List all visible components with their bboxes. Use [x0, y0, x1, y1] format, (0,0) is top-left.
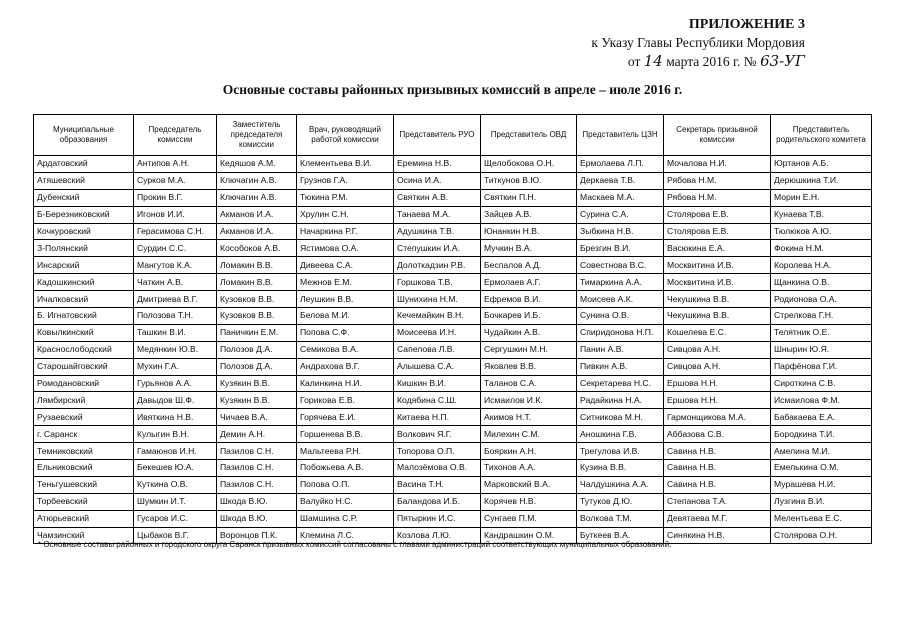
- cell-ruo-rep: Волкович Я.Г.: [394, 426, 481, 443]
- cell-municipality: Торбеевский: [34, 493, 134, 510]
- cell-secretary: Синякина Н.В.: [664, 527, 771, 544]
- table-row: [34, 223, 872, 240]
- cell-secretary: Рябова Н.М.: [664, 172, 771, 189]
- cell-chairman: Чаткин А.В.: [134, 274, 217, 291]
- cell-ruo-rep: Танаева М.А.: [394, 206, 481, 223]
- cell-czn-rep: Тутуков Д.Ю.: [577, 493, 664, 510]
- cell-secretary: Чекушкина В.В.: [664, 308, 771, 325]
- cell-czn-rep: Деркаева Т.В.: [577, 172, 664, 189]
- table-row: [34, 274, 872, 291]
- header-chairman: Председатель комиссии: [134, 115, 217, 156]
- table-row: [34, 189, 872, 206]
- cell-deputy-chairman: Шкода В.Ю.: [217, 493, 297, 510]
- cell-doctor: Клемина Л.С.: [297, 527, 394, 544]
- cell-ovd-rep: Титкунов В.Ю.: [481, 172, 577, 189]
- cell-chairman: Ивяткина Н.В.: [134, 409, 217, 426]
- cell-chairman: Прокин В.Г.: [134, 189, 217, 206]
- cell-secretary: Ершова Н.Н.: [664, 392, 771, 409]
- cell-doctor: Дивеева С.А.: [297, 257, 394, 274]
- cell-doctor: Семикова В.А.: [297, 341, 394, 358]
- cell-chairman: Кулыгин В.Н.: [134, 426, 217, 443]
- cell-chairman: Ташкин В.И.: [134, 324, 217, 341]
- header-doctor: Врач, руководящий работой комиссии: [297, 115, 394, 156]
- cell-czn-rep: Секретарева Н.С.: [577, 375, 664, 392]
- table-row: [34, 240, 872, 257]
- cell-czn-rep: Панин А.В.: [577, 341, 664, 358]
- table-row: [34, 375, 872, 392]
- cell-ruo-rep: Топорова О.П.: [394, 443, 481, 460]
- appendix-date-line: [628, 52, 805, 71]
- cell-ovd-rep: Сергушкин М.Н.: [481, 341, 577, 358]
- cell-parent-rep: Шнырин Ю.Я.: [771, 341, 872, 358]
- cell-ruo-rep: Баландова И.Б.: [394, 493, 481, 510]
- table-row: [34, 358, 872, 375]
- cell-doctor: Горикова Е.В.: [297, 392, 394, 409]
- cell-deputy-chairman: Акманов И.А.: [217, 223, 297, 240]
- cell-chairman: Гамаюнов И.Н.: [134, 443, 217, 460]
- cell-secretary: Девятаева М.Г.: [664, 510, 771, 527]
- cell-deputy-chairman: Воронцов П.К.: [217, 527, 297, 544]
- cell-ruo-rep: Китаева Н.П.: [394, 409, 481, 426]
- cell-deputy-chairman: Демин А.Н.: [217, 426, 297, 443]
- table-header-row: [34, 115, 872, 156]
- cell-ruo-rep: Осина И.А.: [394, 172, 481, 189]
- cell-ovd-rep: Мучкин В.А.: [481, 240, 577, 257]
- cell-doctor: Калинкина Н.И.: [297, 375, 394, 392]
- cell-ruo-rep: Алышева С.А.: [394, 358, 481, 375]
- cell-chairman: Гусаров И.С.: [134, 510, 217, 527]
- cell-parent-rep: Стрелкова Г.Н.: [771, 308, 872, 325]
- cell-doctor: Попова С.Ф.: [297, 324, 394, 341]
- cell-municipality: Лямбирский: [34, 392, 134, 409]
- cell-ovd-rep: Бояркин А.Н.: [481, 443, 577, 460]
- cell-ovd-rep: Сунгаев П.М.: [481, 510, 577, 527]
- cell-czn-rep: Аношкина Г.В.: [577, 426, 664, 443]
- cell-parent-rep: Мурашева Н.И.: [771, 476, 872, 493]
- cell-czn-rep: Маскаев М.А.: [577, 189, 664, 206]
- cell-municipality: Дубенский: [34, 189, 134, 206]
- cell-parent-rep: Мелентьева Е.С.: [771, 510, 872, 527]
- cell-secretary: Москвитина И.В.: [664, 257, 771, 274]
- cell-chairman: Куткина О.В.: [134, 476, 217, 493]
- cell-czn-rep: Трегулова И.В.: [577, 443, 664, 460]
- cell-chairman: Давыдов Ш.Ф.: [134, 392, 217, 409]
- cell-doctor: Андрахова В.Г.: [297, 358, 394, 375]
- cell-municipality: Ельниковский: [34, 460, 134, 477]
- header-deputy-chairman: Заместитель председателя комиссии: [217, 115, 297, 156]
- cell-parent-rep: Бабакаева Е.А.: [771, 409, 872, 426]
- cell-municipality: Ардатовский: [34, 156, 134, 173]
- date-rest: марта 2016 г. №: [666, 54, 757, 69]
- cell-parent-rep: Парфёнова Г.И.: [771, 358, 872, 375]
- cell-doctor: Леушкин В.В.: [297, 291, 394, 308]
- table-row: [34, 206, 872, 223]
- table-row: [34, 172, 872, 189]
- cell-czn-rep: Сурина С.А.: [577, 206, 664, 223]
- table-row: [34, 308, 872, 325]
- cell-municipality: Краснослободский: [34, 341, 134, 358]
- cell-parent-rep: Бородкина Т.И.: [771, 426, 872, 443]
- cell-czn-rep: Ситникова М.Н.: [577, 409, 664, 426]
- cell-parent-rep: Родионова О.А.: [771, 291, 872, 308]
- header-czn-rep: Представитель ЦЗН: [577, 115, 664, 156]
- cell-ovd-rep: Марковский В.А.: [481, 476, 577, 493]
- date-day-handwritten: 14: [643, 52, 663, 70]
- cell-ovd-rep: Чудайкин А.В.: [481, 324, 577, 341]
- cell-ruo-rep: Пятыркин И.С.: [394, 510, 481, 527]
- cell-doctor: Начаркина Р.Г.: [297, 223, 394, 240]
- decree-number-handwritten: 63-УГ: [760, 52, 805, 70]
- cell-deputy-chairman: Пазилов С.Н.: [217, 443, 297, 460]
- cell-czn-rep: Совестнова В.С.: [577, 257, 664, 274]
- appendix-header: [405, 16, 805, 71]
- cell-czn-rep: Тимаркина А.А.: [577, 274, 664, 291]
- cell-deputy-chairman: Кузовков В.В.: [217, 291, 297, 308]
- cell-parent-rep: Телятник О.Е.: [771, 324, 872, 341]
- cell-ruo-rep: Святкин А.В.: [394, 189, 481, 206]
- date-prefix: от: [627, 54, 641, 69]
- cell-ovd-rep: Тихонов А.А.: [481, 460, 577, 477]
- cell-deputy-chairman: Кузякин В.В.: [217, 375, 297, 392]
- cell-chairman: Шумкин И.Т.: [134, 493, 217, 510]
- cell-secretary: Москвитина И.В.: [664, 274, 771, 291]
- cell-secretary: Савина Н.В.: [664, 443, 771, 460]
- cell-ruo-rep: Адушкина Т.В.: [394, 223, 481, 240]
- cell-deputy-chairman: Кедяшов А.М.: [217, 156, 297, 173]
- table-body: [34, 156, 872, 544]
- cell-deputy-chairman: Шкода В.Ю.: [217, 510, 297, 527]
- cell-chairman: Сурдин С.С.: [134, 240, 217, 257]
- cell-ovd-rep: Святкин П.Н.: [481, 189, 577, 206]
- cell-ovd-rep: Яковлев В.В.: [481, 358, 577, 375]
- cell-secretary: Столярова Е.В.: [664, 206, 771, 223]
- table-row: [34, 443, 872, 460]
- cell-deputy-chairman: Кузякин В.В.: [217, 392, 297, 409]
- cell-municipality: Б. Игнатовский: [34, 308, 134, 325]
- cell-doctor: Горшенева В.В.: [297, 426, 394, 443]
- cell-parent-rep: Сироткина С.В.: [771, 375, 872, 392]
- table-row: [34, 341, 872, 358]
- cell-ovd-rep: Щелобокова О.Н.: [481, 156, 577, 173]
- table-row: [34, 493, 872, 510]
- document-title: Основные составы районных призывных комиссий в апреле – июле 2016 г.: [222, 82, 683, 97]
- cell-deputy-chairman: Акманов И.А.: [217, 206, 297, 223]
- cell-ruo-rep: Малозёмова О.В.: [394, 460, 481, 477]
- cell-czn-rep: Пивкин А.В.: [577, 358, 664, 375]
- cell-doctor: Хрулин С.Н.: [297, 206, 394, 223]
- table-row: [34, 476, 872, 493]
- cell-ovd-rep: Ермолаев А.Г.: [481, 274, 577, 291]
- cell-chairman: Дмитриева В.Г.: [134, 291, 217, 308]
- cell-ovd-rep: Кандрашкин О.М.: [481, 527, 577, 544]
- cell-municipality: Ковылкинский: [34, 324, 134, 341]
- cell-chairman: Цыбаков В.Г.: [134, 527, 217, 544]
- cell-doctor: Шамшина С.Р.: [297, 510, 394, 527]
- table-row: [34, 510, 872, 527]
- cell-doctor: Попова О.П.: [297, 476, 394, 493]
- cell-czn-rep: Моисеев А.К.: [577, 291, 664, 308]
- cell-parent-rep: Амелина М.И.: [771, 443, 872, 460]
- cell-ovd-rep: Зайцев А.В.: [481, 206, 577, 223]
- cell-czn-rep: Спиридонова Н.П.: [577, 324, 664, 341]
- cell-parent-rep: Юртанов А.Б.: [771, 156, 872, 173]
- cell-ovd-rep: Ефремов В.И.: [481, 291, 577, 308]
- cell-deputy-chairman: Ломакин В.В.: [217, 257, 297, 274]
- cell-deputy-chairman: Полозов Д.А.: [217, 358, 297, 375]
- cell-secretary: Мочалова Н.И.: [664, 156, 771, 173]
- cell-secretary: Гармонщикова М.А.: [664, 409, 771, 426]
- cell-municipality: Ичалковский: [34, 291, 134, 308]
- cell-municipality: З-Полянский: [34, 240, 134, 257]
- cell-ovd-rep: Милехин С.М.: [481, 426, 577, 443]
- cell-secretary: Сивцова А.Н.: [664, 358, 771, 375]
- cell-doctor: Межнов Е.М.: [297, 274, 394, 291]
- table-row: [34, 324, 872, 341]
- cell-czn-rep: Кузина В.В.: [577, 460, 664, 477]
- cell-chairman: Мухин Г.А.: [134, 358, 217, 375]
- cell-secretary: Савина Н.В.: [664, 460, 771, 477]
- table-row: [34, 291, 872, 308]
- cell-deputy-chairman: Полозов Д.А.: [217, 341, 297, 358]
- cell-secretary: Сивцова А.Н.: [664, 341, 771, 358]
- cell-doctor: Тюкина Р.М.: [297, 189, 394, 206]
- cell-deputy-chairman: Паничкин Е.М.: [217, 324, 297, 341]
- table-row: [34, 460, 872, 477]
- cell-chairman: Антипов А.Н.: [134, 156, 217, 173]
- cell-ruo-rep: Горшкова Т.В.: [394, 274, 481, 291]
- cell-deputy-chairman: Ключагин А.В.: [217, 172, 297, 189]
- header-parent-rep: Представитель родительского комитета: [771, 115, 872, 156]
- header-municipality: Муниципальные образования: [34, 115, 134, 156]
- cell-municipality: Атяшевский: [34, 172, 134, 189]
- cell-deputy-chairman: Ключагин А.В.: [217, 189, 297, 206]
- cell-parent-rep: Лузгина В.И.: [771, 493, 872, 510]
- cell-parent-rep: Дерюшкина Т.И.: [771, 172, 872, 189]
- cell-secretary: Рябова Н.М.: [664, 189, 771, 206]
- cell-ovd-rep: Беспалов А.Д.: [481, 257, 577, 274]
- cell-municipality: Инсарский: [34, 257, 134, 274]
- cell-secretary: Кошелева Е.С.: [664, 324, 771, 341]
- commissions-table: [33, 114, 872, 544]
- cell-chairman: Полозова Т.Н.: [134, 308, 217, 325]
- cell-doctor: Грузнов Г.А.: [297, 172, 394, 189]
- cell-ovd-rep: Исмаилов И.К.: [481, 392, 577, 409]
- cell-deputy-chairman: Кузовков В.В.: [217, 308, 297, 325]
- table-row: [34, 426, 872, 443]
- cell-municipality: Теньгушевский: [34, 476, 134, 493]
- cell-czn-rep: Радайкина Н.А.: [577, 392, 664, 409]
- cell-ovd-rep: Юнанкин Н.В.: [481, 223, 577, 240]
- header-ovd-rep: Представитель ОВД: [481, 115, 577, 156]
- cell-municipality: Б-Березниковский: [34, 206, 134, 223]
- cell-municipality: Атюрьевский: [34, 510, 134, 527]
- cell-ovd-rep: Корячев Н.В.: [481, 493, 577, 510]
- cell-ruo-rep: Сапелова Л.В.: [394, 341, 481, 358]
- cell-czn-rep: Брезгин В.И.: [577, 240, 664, 257]
- cell-secretary: Савина Н.В.: [664, 476, 771, 493]
- cell-parent-rep: Королева Н.А.: [771, 257, 872, 274]
- cell-czn-rep: Зыбкина Н.В.: [577, 223, 664, 240]
- cell-parent-rep: Исмаилова Ф.М.: [771, 392, 872, 409]
- cell-secretary: Столярова Е.В.: [664, 223, 771, 240]
- cell-deputy-chairman: Пазилов С.Н.: [217, 460, 297, 477]
- footnote: * Основные составы районных и городского округа Саранск призывных комиссий согласованы с главами администраций соответствующих муниципальных образований.: [38, 540, 672, 549]
- cell-chairman: Медянкин Ю.В.: [134, 341, 217, 358]
- cell-ovd-rep: Таланов С.А.: [481, 375, 577, 392]
- cell-parent-rep: Столярова О.Н.: [771, 527, 872, 544]
- cell-parent-rep: Кунаева Т.В.: [771, 206, 872, 223]
- cell-parent-rep: Тюлюков А.Ю.: [771, 223, 872, 240]
- table-row: [34, 156, 872, 173]
- appendix-decree-reference: к Указу Главы Республики Мордовия: [591, 35, 805, 50]
- cell-czn-rep: Чалдушкина А.А.: [577, 476, 664, 493]
- cell-secretary: Степанова Т.А.: [664, 493, 771, 510]
- cell-municipality: Чамзинский: [34, 527, 134, 544]
- cell-municipality: Старошайговский: [34, 358, 134, 375]
- cell-parent-rep: Щанкина О.В.: [771, 274, 872, 291]
- cell-parent-rep: Емелькина О.М.: [771, 460, 872, 477]
- cell-doctor: Мальтеева Р.Н.: [297, 443, 394, 460]
- cell-czn-rep: Ермолаева Л.П.: [577, 156, 664, 173]
- cell-secretary: Ершова Н.Н.: [664, 375, 771, 392]
- cell-secretary: Васюкина Е.А.: [664, 240, 771, 257]
- cell-chairman: Игонов И.И.: [134, 206, 217, 223]
- table-row: [34, 409, 872, 426]
- cell-municipality: Рузаевский: [34, 409, 134, 426]
- cell-deputy-chairman: Ломакин В.В.: [217, 274, 297, 291]
- cell-municipality: Ромодановский: [34, 375, 134, 392]
- cell-ruo-rep: Кодябина С.Ш.: [394, 392, 481, 409]
- cell-doctor: Ястимова О.А.: [297, 240, 394, 257]
- cell-ruo-rep: Моисеева И.Н.: [394, 324, 481, 341]
- cell-ruo-rep: Еремина Н.В.: [394, 156, 481, 173]
- cell-deputy-chairman: Кособоков А.В.: [217, 240, 297, 257]
- cell-parent-rep: Морин Е.Н.: [771, 189, 872, 206]
- cell-doctor: Белова М.И.: [297, 308, 394, 325]
- cell-municipality: Темниковский: [34, 443, 134, 460]
- cell-municipality: г. Саранск: [34, 426, 134, 443]
- header-ruo-rep: Представитель РУО: [394, 115, 481, 156]
- table-row: [34, 392, 872, 409]
- cell-czn-rep: Сунина О.В.: [577, 308, 664, 325]
- cell-doctor: Клементьева В.И.: [297, 156, 394, 173]
- table-row: [34, 257, 872, 274]
- cell-chairman: Сурков М.А.: [134, 172, 217, 189]
- cell-ruo-rep: Васина Т.Н.: [394, 476, 481, 493]
- cell-czn-rep: Волкова Т.М.: [577, 510, 664, 527]
- cell-ovd-rep: Акимов Н.Т.: [481, 409, 577, 426]
- cell-chairman: Бекешев Ю.А.: [134, 460, 217, 477]
- cell-chairman: Мангутов К.А.: [134, 257, 217, 274]
- header-secretary: Секретарь призывной комиссии: [664, 115, 771, 156]
- cell-municipality: Кадошкинский: [34, 274, 134, 291]
- cell-municipality: Кочкуровский: [34, 223, 134, 240]
- cell-czn-rep: Буткеев В.А.: [577, 527, 664, 544]
- cell-ruo-rep: Шунихина Н.М.: [394, 291, 481, 308]
- cell-chairman: Герасимова С.Н.: [134, 223, 217, 240]
- cell-ruo-rep: Долоткадзин Р.В.: [394, 257, 481, 274]
- cell-ruo-rep: Кечемайкин В.Н.: [394, 308, 481, 325]
- cell-doctor: Валуйко Н.С.: [297, 493, 394, 510]
- cell-ovd-rep: Бочкарев И.Б.: [481, 308, 577, 325]
- cell-ruo-rep: Кишкин В.И.: [394, 375, 481, 392]
- cell-ruo-rep: Степушкин И.А.: [394, 240, 481, 257]
- cell-doctor: Побожьева А.В.: [297, 460, 394, 477]
- cell-parent-rep: Фокина Н.М.: [771, 240, 872, 257]
- appendix-title: ПРИЛОЖЕНИЕ 3: [688, 17, 805, 32]
- cell-chairman: Гурьянов А.А.: [134, 375, 217, 392]
- cell-secretary: Аббазова С.В.: [664, 426, 771, 443]
- cell-deputy-chairman: Пазилов С.Н.: [217, 476, 297, 493]
- cell-deputy-chairman: Чичаев В.А.: [217, 409, 297, 426]
- cell-doctor: Горячева Е.И.: [297, 409, 394, 426]
- cell-ruo-rep: Козлова Л.Ю.: [394, 527, 481, 544]
- cell-secretary: Чекушкина В.В.: [664, 291, 771, 308]
